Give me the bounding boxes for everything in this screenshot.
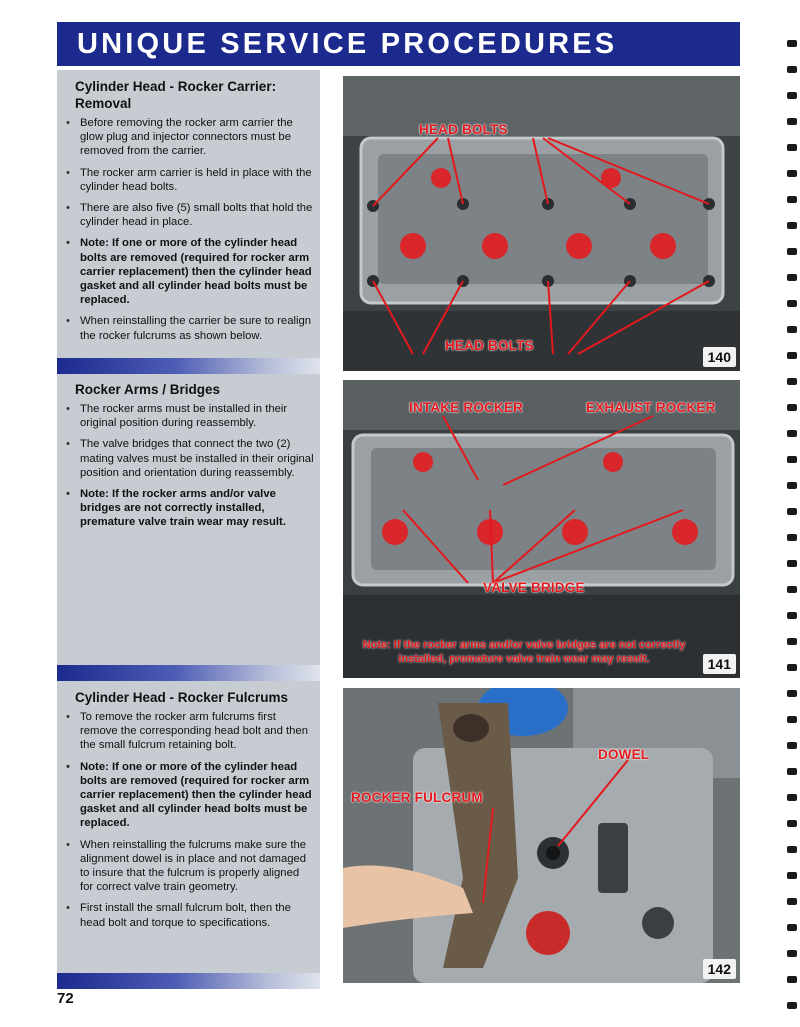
figure-number: 142 [703,959,736,979]
figure-142-rocker-fulcrum [343,688,740,983]
list-item: • First install the small fulcrum bolt, then the head bolt and torque to specifications. [61,901,314,929]
engine-photo-illustration [343,76,740,371]
bullet-list [61,116,314,343]
section-divider [57,665,320,681]
section-title: Cylinder Head - Rocker Fulcrums [75,690,289,705]
engine-photo-illustration [343,380,740,678]
intake-rocker-label: INTAKE ROCKER [409,400,524,415]
bullet-list [61,402,314,530]
spiral-binding [784,0,800,1027]
list-item: • When reinstalling the carrier be sure to realign the rocker fulcrums as shown below. [61,314,314,342]
list-item: • When reinstalling the fulcrums make sure the alignment dowel is in place and not damaged to insure that the fulcrum is properly aligned for correct valve train geometry. [61,838,314,895]
list-item: • The rocker arms must be installed in their original position during reassembly. [61,402,314,430]
page-number: 72 [57,990,74,1007]
list-item-note: • Note: If one or more of the cylinder head bolts are removed (required for rocker arm carrier replacement) then the cylinder head gasket and all cylinder head bolts must be replaced. [61,760,314,831]
figure-number: 141 [703,654,736,674]
figure-140-head-bolts [343,76,740,371]
bullet-list [61,710,314,930]
section-divider [57,973,320,989]
section-divider [57,358,320,374]
list-item: • The valve bridges that connect the two (2) mating valves must be installed in their original position and orientation during reassembly. [61,437,314,480]
section-rocker-arms-bridges [57,374,320,666]
dowel-label: DOWEL [598,747,650,762]
list-item: • The rocker arm carrier is held in place with the cylinder head bolts. [61,166,314,194]
exhaust-rocker-label: EXHAUST ROCKER [586,400,716,415]
rocker-fulcrum-label: ROCKER FULCRUM [351,790,483,805]
section-rocker-carrier-removal [57,70,320,358]
list-item-note: • Note: If the rocker arms and/or valve bridges are not correctly installed, premature valve train wear may result. [61,487,314,530]
section-rocker-fulcrums [57,681,320,973]
figure-number: 140 [703,347,736,367]
list-item: • Before removing the rocker arm carrier the glow plug and injector connectors must be removed from the carrier. [61,116,314,159]
head-bolts-label-bottom: HEAD BOLTS [445,338,534,353]
section-title: Cylinder Head - Rocker Carrier: Removal [75,79,277,111]
list-item: • To remove the rocker arm fulcrums first remove the corresponding head bolt and then the small fulcrum retaining bolt. [61,710,314,753]
engine-photo-illustration [343,688,740,983]
figure-note: Note: If the rocker arms and/or valve bridges are not correctly installed, premature valve train wear may result. [362,639,686,665]
head-bolts-label-top: HEAD BOLTS [419,122,508,137]
valve-bridge-label: VALVE BRIDGE [483,580,585,595]
section-title: Rocker Arms / Bridges [75,382,221,397]
list-item-note: • Note: If one or more of the cylinder head bolts are removed (required for rocker arm carrier replacement) then the cylinder head gasket and all cylinder head bolts must be replaced. [61,236,314,307]
figure-141-rocker-arms [343,380,740,678]
page-header: UNIQUE SERVICE PROCEDURES [57,22,740,66]
list-item: • There are also five (5) small bolts that hold the cylinder head in place. [61,201,314,229]
